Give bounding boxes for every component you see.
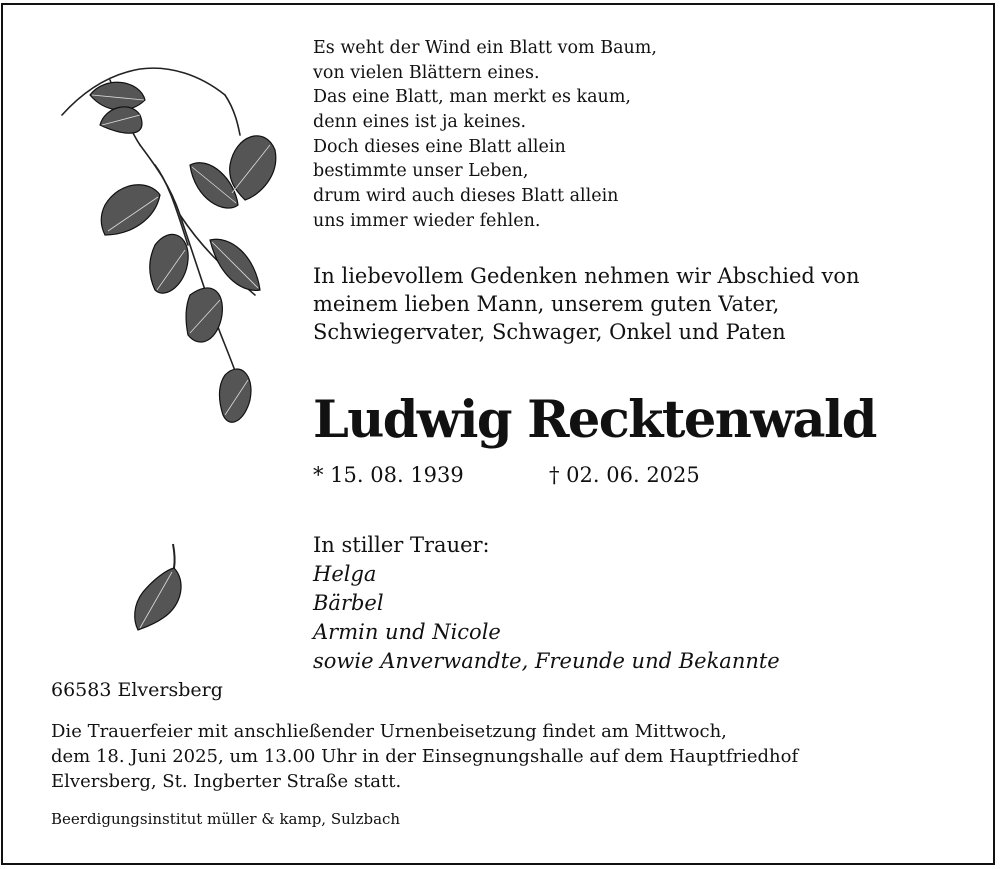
poem-line: denn eines ist ja keines. — [313, 112, 527, 133]
mourners-block — [313, 531, 780, 676]
deceased-name: Ludwig Recktenwald — [313, 390, 876, 450]
mourner-name: Armin und Nicole — [313, 620, 501, 644]
poem-line: Es weht der Wind ein Blatt vom Baum, — [313, 38, 657, 58]
undertaker: Beerdigungsinstitut müller & kamp, Sulzbach — [51, 810, 401, 828]
funeral-line: Elversberg, St. Ingberter Straße statt. — [51, 771, 402, 792]
poem-line: Das eine Blatt, man merkt es kaum, — [313, 87, 631, 108]
birth-date: * 15. 08. 1939 — [313, 463, 464, 487]
funeral-line: dem 18. Juni 2025, um 13.00 Uhr in der Einsegnungshalle auf dem Hauptfriedhof — [51, 746, 799, 767]
poem — [313, 36, 657, 234]
poem-line: von vielen Blättern eines. — [313, 62, 540, 83]
mourner-name: Helga — [313, 562, 377, 586]
birch-branch-illustration — [60, 55, 290, 445]
poem-line: Doch dieses eine Blatt allein — [313, 136, 566, 157]
poem-line: drum wird auch dieses Blatt allein — [313, 186, 619, 207]
farewell-intro — [313, 262, 860, 346]
place: 66583 Elversberg — [51, 679, 223, 701]
mourners-heading: In stiller Trauer: — [313, 533, 490, 557]
intro-line: Schwiegervater, Schwager, Onkel und Paten — [313, 320, 786, 344]
mourner-name: Bärbel — [313, 591, 384, 615]
poem-line: uns immer wieder fehlen. — [313, 210, 541, 231]
mourner-name: sowie Anverwandte, Freunde und Bekannte — [313, 649, 780, 673]
funeral-details — [51, 719, 798, 794]
intro-line: In liebevollem Gedenken nehmen wir Abschied von — [313, 264, 860, 288]
intro-line: meinem lieben Mann, unserem guten Vater, — [313, 292, 780, 316]
falling-leaf-illustration — [128, 540, 188, 635]
death-date: † 02. 06. 2025 — [549, 463, 700, 487]
funeral-line: Die Trauerfeier mit anschließender Urnenbeisetzung findet am Mittwoch, — [51, 721, 727, 742]
poem-line: bestimmte unser Leben, — [313, 161, 529, 182]
